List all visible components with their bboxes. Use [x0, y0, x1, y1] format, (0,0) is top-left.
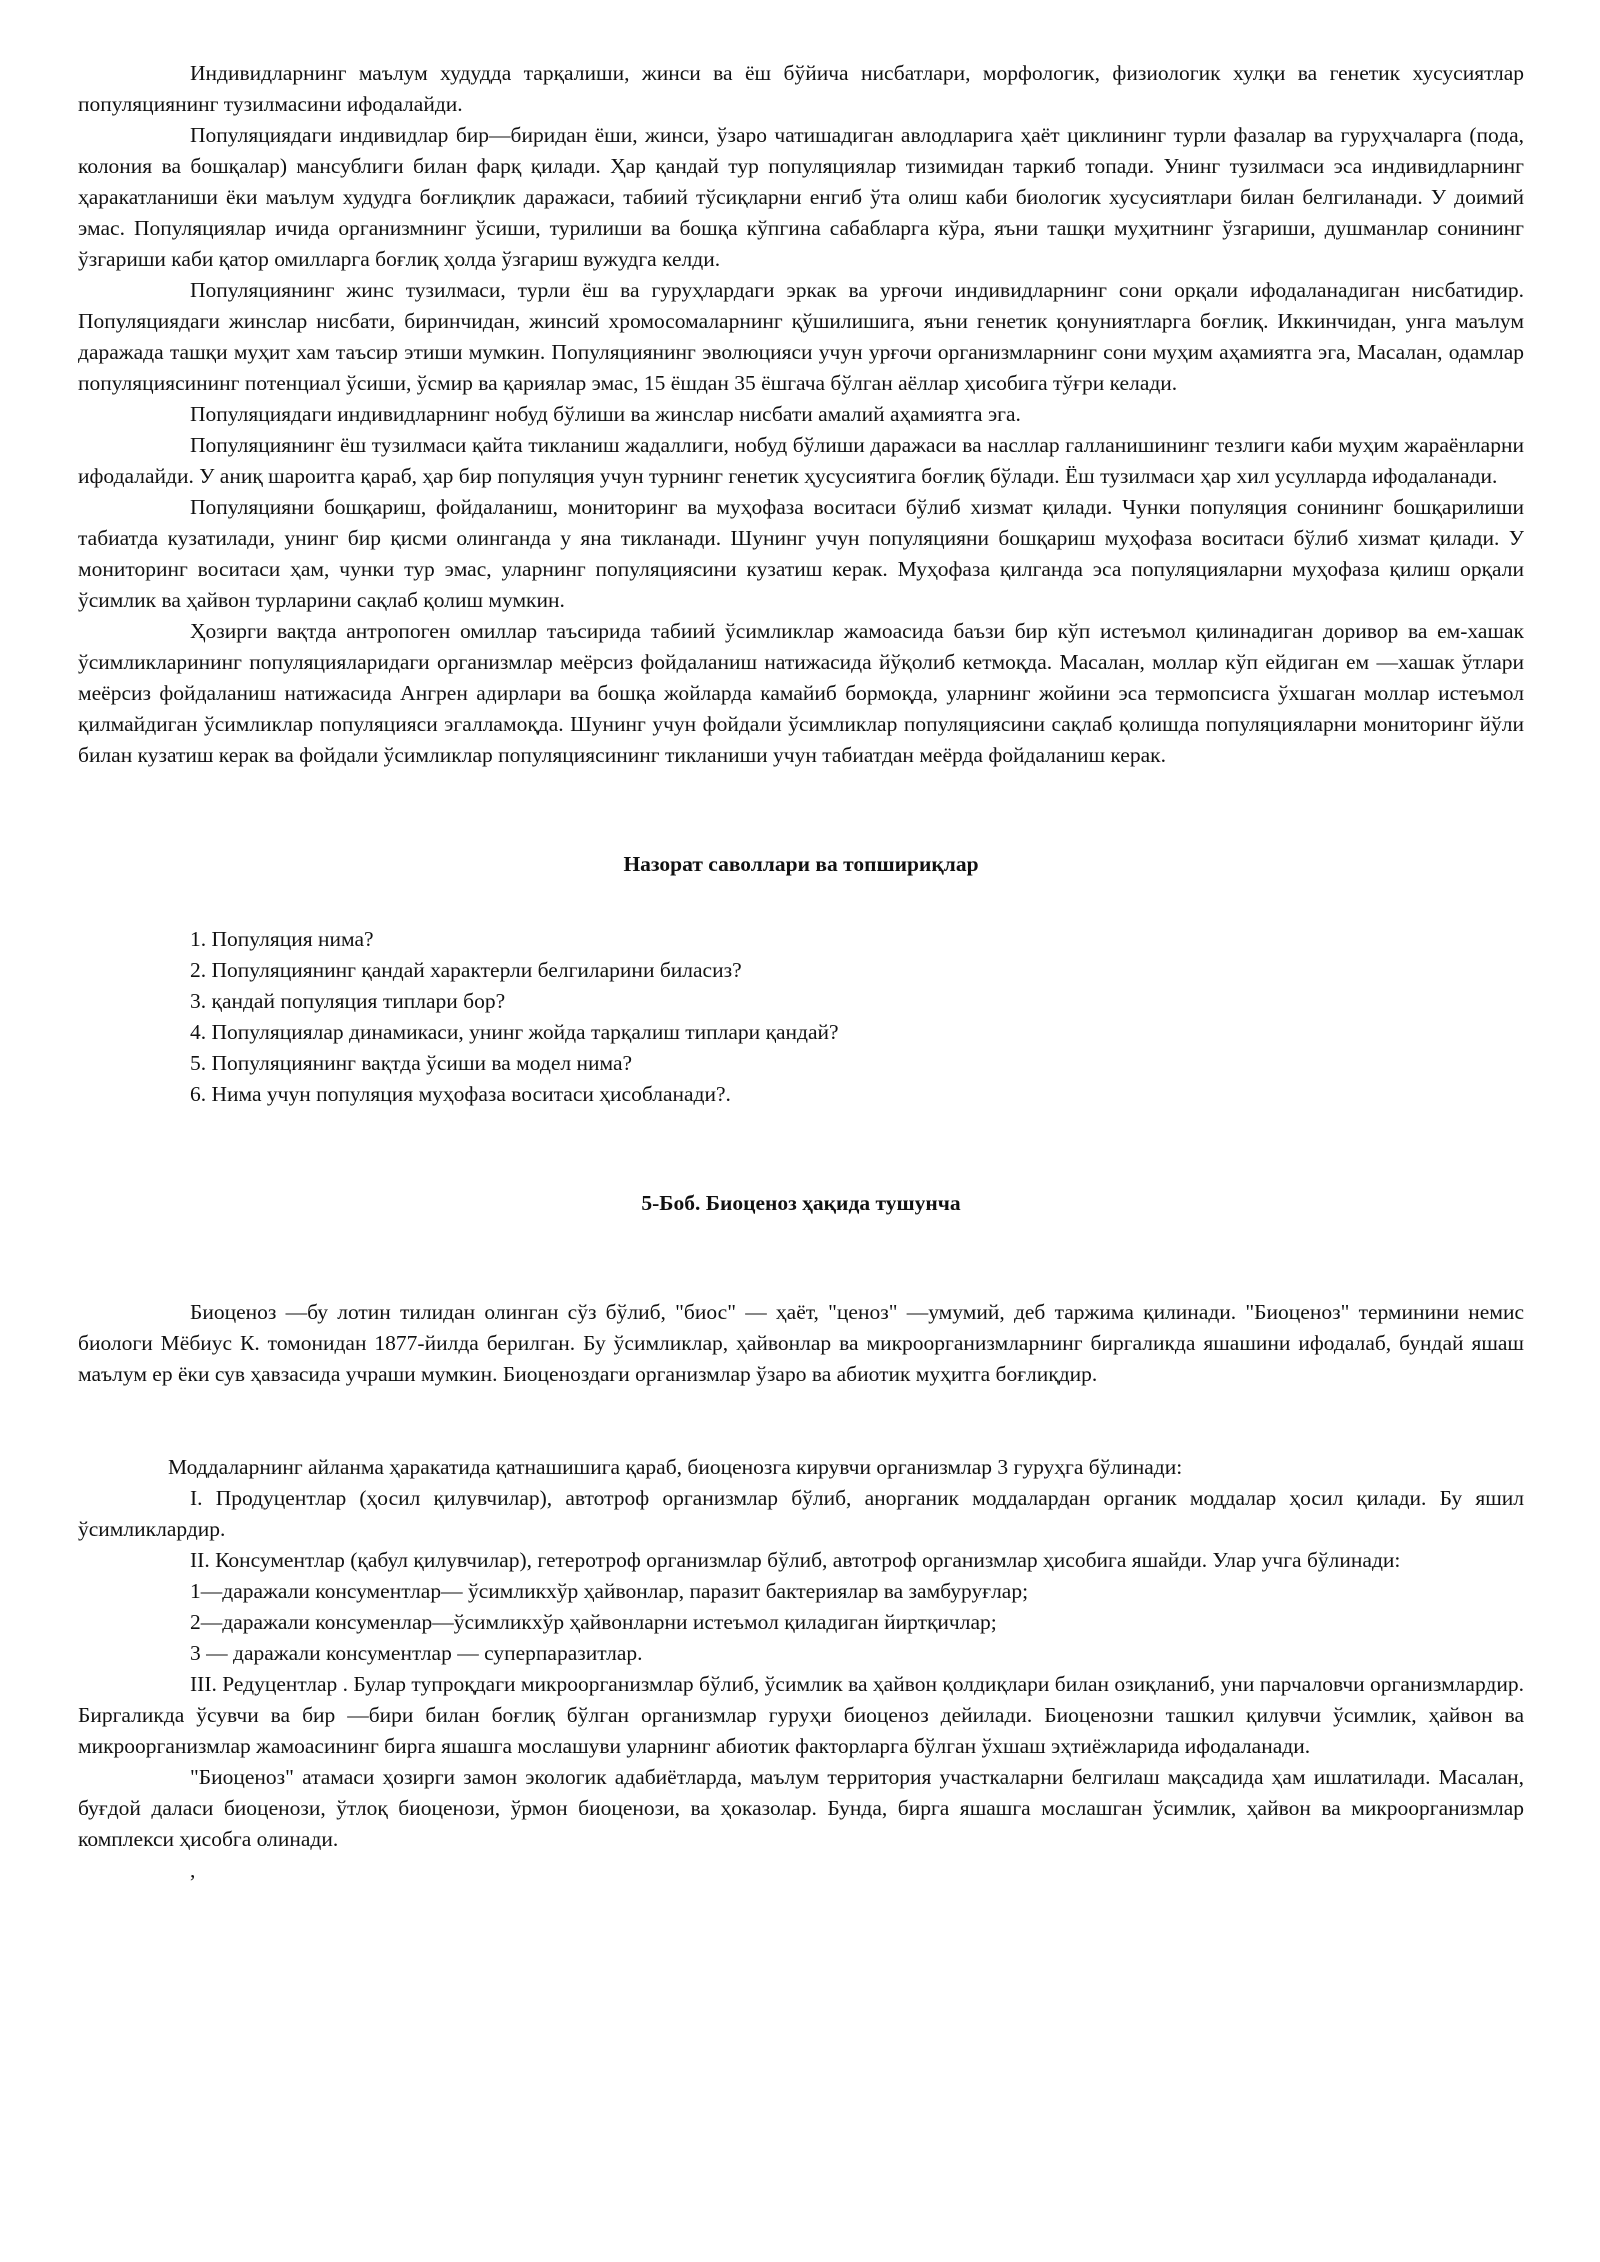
paragraph-consumers: II. Консументлар (қабул қилувчилар), гетеротроф организмлар бўлиб, автотроф организмлар ҳисобига яшайди. Улар учга бўлинади:	[190, 1548, 1401, 1572]
question-item: 2. Популяциянинг қандай характерли белгиларини биласиз?	[190, 958, 742, 982]
question-item: 5. Популяциянинг вақтда ўсиши ва модел нима?	[190, 1051, 633, 1075]
consumer-level-2: 2—даражали консуменлар—ўсимликхўр ҳайвонларни истеъмол қиладиган йиртқичлар;	[190, 1610, 997, 1634]
question-item: 1. Популяция нима?	[190, 927, 374, 951]
paragraph-biocenosis-intro: Биоценоз —бу лотин тилидан олинган сўз бўлиб, "биос" — ҳаёт, "ценоз" —умумий, деб таржима қилинади. "Биоценоз" терминини немис биологи Мёбиус К. томонидан 1877-йилда берилган. Бу ўсимликлар, ҳайвонлар ва микроорганизмларнинг биргаликда яшашини ифодалаб, бундай яшаш маълум ер ёки сув ҳавзасида учраши мумкин. Биоценоздаги организмлар ўзаро ва абиотик муҳитга боғлиқдир.	[78, 1300, 1524, 1386]
paragraph-population-individuals: Популяциядаги индивидлар бир—биридан ёши, жинси, ўзаро чатишадиган авлодларига ҳаёт циклининг турли фазалар ва гуруҳчаларга (пода, колония ва бошқалар) мансублиги билан фарқ қилади. Ҳар қандай тур популяциялар тизимидан таркиб топади. Унинг тузилмаси эса индивидларнинг ҳаракатланиши ёки маълум худудга боғлиқлик даражаси, табиий тўсиқларни енгиб ўта олиш каби биологик хусусиятлари билан белгиланади. У доимий эмас. Популяциялар ичида организмнинг ўсиши, турилиши ва бошқа кўпгина сабабларга кўра, яъни ташқи муҳитнинг ўзгариши, душманлар сонининг ўзгариши каби қатор омилларга боғлиқ ҳолда ўзгариш вужудга келди.	[78, 123, 1524, 271]
document-page	[78, 58, 1524, 1886]
question-item: 4. Популяциялар динамикаси, унинг жойда тарқалиш типлари қандай?	[190, 1020, 839, 1044]
paragraph-mortality: Популяциядаги индивидларнинг нобуд бўлиши ва жинслар нисбати амалий аҳамиятга эга.	[190, 402, 1021, 426]
spacer	[78, 771, 1524, 849]
questions-heading: Назорат саволлари ва топшириқлар	[623, 852, 979, 876]
trailing-mark: ,	[190, 1858, 196, 1882]
spacer	[78, 1390, 1524, 1452]
questions-list	[78, 924, 1524, 1110]
paragraph-producers: I. Продуцентлар (ҳосил қилувчилар), автотроф организмлар бўлиб, анорганик моддалардан органик моддалар ҳосил қилади. Бу яшил ўсимликлардир.	[78, 1486, 1524, 1541]
paragraph-distribution: Индивидларнинг маълум худудда тарқалиши, жинси ва ёш бўйича нисбатлари, морфологик, физиологик хулқи ва генетик хусусиятлар популяциянинг тузилмасини ифодалайди.	[78, 61, 1524, 116]
paragraph-groups-intro: Моддаларнинг айланма ҳаракатида қатнашишига қараб, биоценозга кирувчи организмлар 3 гуруҳга бўлинади:	[168, 1455, 1183, 1479]
consumer-level-3: 3 — даражали консументлар — суперпаразитлар.	[190, 1641, 643, 1665]
paragraph-age-structure: Популяциянинг ёш тузилмаси қайта тикланиш жадаллиги, нобуд бўлиши даражаси ва насллар галланишининг тезлиги каби муҳим жараёнларни ифодалайди. У аниқ шароитга қараб, ҳар бир популяция учун турнинг генетик ҳусусиятига боғлиқ бўлади. Ёш тузилмаси ҳар хил усулларда ифодаланади.	[78, 433, 1524, 488]
consumer-level-1: 1—даражали консументлар— ўсимликхўр ҳайвонлар, паразит бактериялар ва замбуруғлар;	[190, 1579, 1029, 1603]
paragraph-term-usage: "Биоценоз" атамаси ҳозирги замон экологик адабиётларда, маълум территория участкаларни белгилаш мақсадида ҳам ишлатилади. Масалан, буғдой даласи биоценози, ўтлоқ биоценози, ўрмон биоценози, ва ҳоказолар. Бунда, бирга яшашга мослашган ўсимлик, ҳайвон ва микроорганизмлар комплекси ҳисобга олинади.	[78, 1765, 1524, 1851]
question-item: 3. қандай популяция типлари бор?	[190, 989, 506, 1013]
paragraph-reducers: III. Редуцентлар . Булар тупроқдаги микроорганизмлар бўлиб, ўсимлик ва ҳайвон қолдиқлари билан озиқланиб, уни парчаловчи организмлардир. Биргаликда ўсувчи ва бир —бири билан боғлиқ бўлган организмлар гуруҳи биоценоз дейилади. Биоценозни ташкил қилувчи ўсимлик, ҳайвон ва микроорганизмлар жамоасининг бирга яшашга мослашуви уларнинг абиотик факторларга бўлган ўхшаш эҳтиёжларида ифодаланади.	[78, 1672, 1524, 1758]
paragraph-management: Популяцияни бошқариш, фойдаланиш, мониторинг ва муҳофаза воситаси бўлиб хизмат қилади. Чунки популяция сонининг бошқарилиши табиатда кузатилади, унинг бир қисми олинганда у яна тикланади. Шунинг учун популяцияни бошқариш муҳофаза воситаси бўлиб хизмат қилади. У мониторинг воситаси ҳам, чунки тур эмас, уларнинг популяциясини кузатиш керак. Муҳофаза қилганда эса популяцияларни муҳофаза қилиш орқали ўсимлик ва ҳайвон турларини сақлаб қолиш мумкин.	[78, 495, 1524, 612]
question-item: 6. Нима учун популяция муҳофаза воситаси ҳисобланади?.	[190, 1082, 731, 1106]
spacer	[78, 1110, 1524, 1188]
chapter-heading: 5-Боб. Биоценоз ҳақида тушунча	[641, 1191, 961, 1215]
paragraph-anthropogenic: Ҳозирги вақтда антропоген омиллар таъсирида табиий ўсимликлар жамоасида баъзи бир кўп истеъмол қилинадиган доривор ва ем-хашак ўсимликларининг популяцияларидаги организмлар меёрсиз фойдаланиш натижасида йўқолиб кетмоқда. Масалан, моллар кўп ейдиган ем —хашак ўтлари меёрсиз фойдаланиш натижасида Ангрен адирлари ва бошқа жойларда камайиб бормоқда, уларнинг жойини эса термопсисга ўхшаган моллар истеъмол қилмайдиган ўсимликлар популяцияси эгалламоқда. Шунинг учун фойдали ўсимликлар популяциясини сақлаб қолишда популяцияларни мониторинг йўли билан кузатиш керак ва фойдали ўсимликлар популяциясининг тикланиши учун табиатдан меёрда фойдаланиш керак.	[78, 619, 1524, 767]
spacer	[78, 880, 1524, 924]
paragraph-sex-structure: Популяциянинг жинс тузилмаси, турли ёш ва гуруҳлардаги эркак ва урғочи индивидларнинг сони орқали ифодаланадиган нисбатидир. Популяциядаги жинслар нисбати, биринчидан, жинсий хромосомаларнинг қўшилишига, яъни генетик қонуниятларга боғлиқ. Иккинчидан, унга маълум даражада ташқи муҳит хам таъсир этиши мумкин. Популяциянинг эволюцияси учун урғочи организмларнинг сони муҳим аҳамиятга эга, Масалан, одамлар популяциясининг потенциал ўсиши, ўсмир ва қариялар эмас, 15 ёшдан 35 ёшгача бўлган аёллар ҳисобига тўғри келади.	[78, 278, 1524, 395]
spacer	[78, 1219, 1524, 1297]
